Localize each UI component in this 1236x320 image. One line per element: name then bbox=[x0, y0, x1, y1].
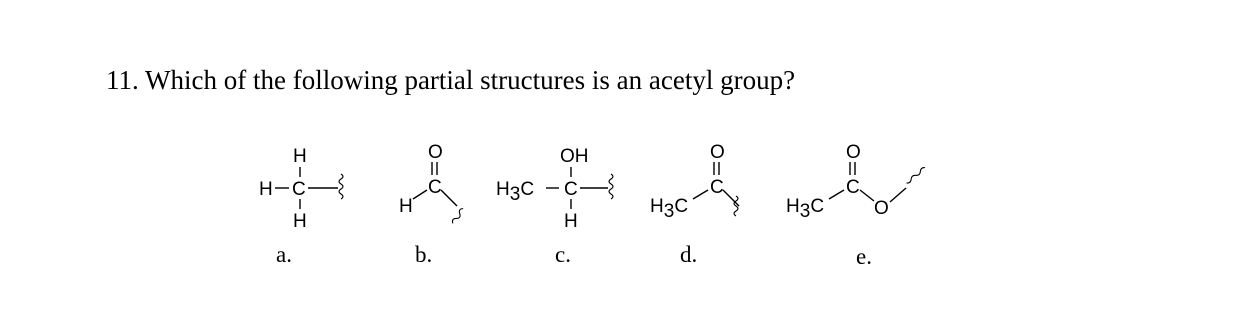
atom-o: O bbox=[428, 142, 443, 163]
atom-o: O bbox=[846, 142, 861, 163]
option-label-d: d. bbox=[680, 242, 698, 267]
wavy-bond-break bbox=[451, 207, 465, 224]
option-label-c: c. bbox=[555, 242, 571, 267]
wavy-bond-break bbox=[339, 174, 343, 199]
wavy-bond-break bbox=[906, 166, 926, 184]
atom-h-left: H bbox=[259, 179, 273, 200]
question-text: 11. Which of the following partial structures is an acetyl group? bbox=[106, 65, 796, 95]
atom-ester-o: O bbox=[874, 198, 889, 219]
option-label-b: b. bbox=[415, 242, 433, 267]
atom-c-center: C bbox=[292, 179, 306, 200]
wavy-bond-break bbox=[609, 174, 613, 199]
atom-c: C bbox=[846, 177, 860, 198]
atom-o: O bbox=[710, 142, 725, 163]
bond-line bbox=[693, 190, 708, 199]
option-label-a: a. bbox=[276, 242, 292, 267]
atom-c-center: C bbox=[564, 179, 578, 200]
structure-c bbox=[496, 146, 613, 267]
bond-line bbox=[413, 190, 427, 199]
atom-h3-left: H3C bbox=[496, 179, 535, 205]
bond-line bbox=[860, 190, 874, 201]
atom-h-bottom: H bbox=[564, 211, 578, 232]
structure-d bbox=[650, 142, 739, 267]
atom-c: C bbox=[428, 177, 442, 198]
structure-b bbox=[399, 142, 465, 267]
structure-a bbox=[259, 146, 343, 267]
atom-methyl: H3C bbox=[786, 196, 825, 222]
bond-line bbox=[890, 188, 906, 202]
bond-line bbox=[441, 190, 457, 206]
atom-h-bottom: H bbox=[293, 211, 307, 232]
bond-line bbox=[723, 190, 739, 206]
wavy-bond-break bbox=[734, 196, 738, 216]
atom-h-top: H bbox=[293, 146, 307, 167]
atom-oh-top: OH bbox=[560, 146, 589, 167]
atom-h: H bbox=[399, 196, 413, 217]
option-label-e: e. bbox=[856, 244, 872, 269]
atom-methyl: H3C bbox=[650, 196, 689, 222]
bond-line bbox=[829, 190, 844, 199]
atom-c: C bbox=[710, 177, 724, 198]
structure-e bbox=[786, 142, 926, 269]
